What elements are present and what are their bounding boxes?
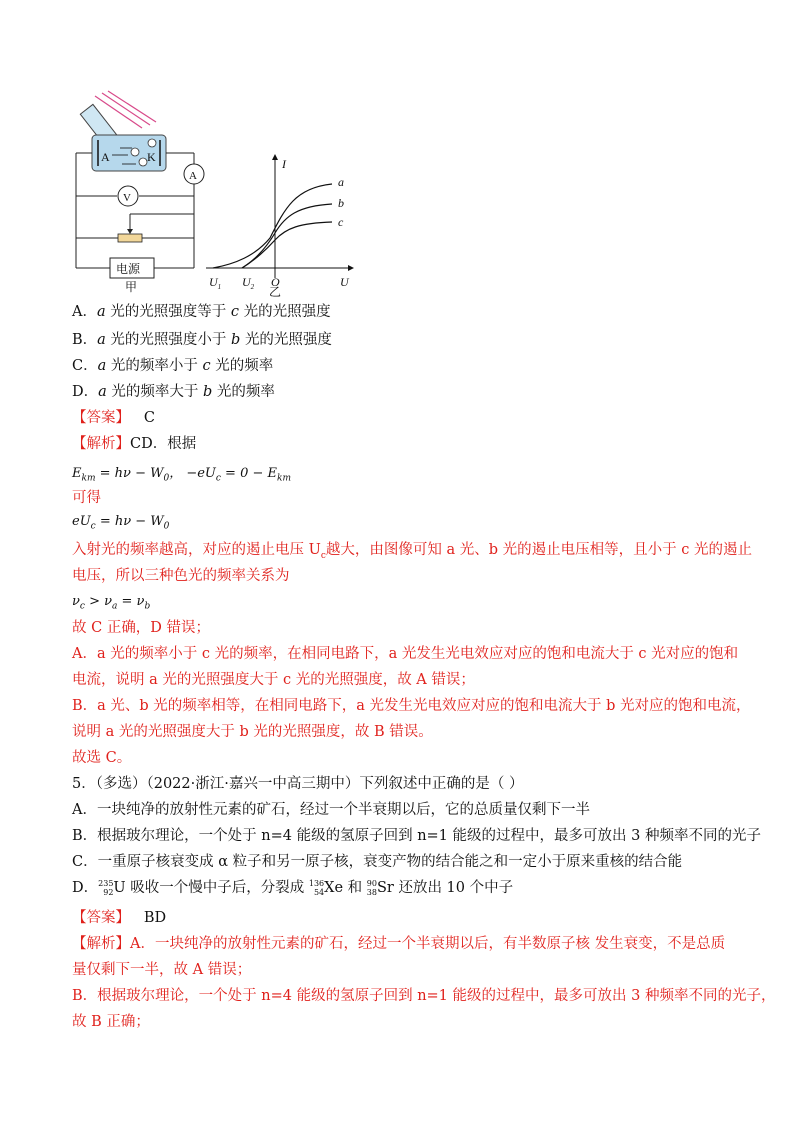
- choose-line: 故选 C。: [72, 750, 132, 766]
- ammeter-label: A: [189, 170, 197, 182]
- q4-reason-line1: 入射光的频率越高，对应的遏止电压 $U_c$越大，由图像可知 a 光、b 光的遏止电压相等，且小于 c 光的遏止: [72, 542, 752, 561]
- q5-analysis-b2: 故 B 正确；: [72, 1014, 150, 1030]
- q5-analysis-a1: 【解析】A．一块纯净的放射性元素的矿石，经过一个半衰期以后，有半数原子核 发生衰变，不是总质: [72, 936, 726, 952]
- q5-option-a: A．一块纯净的放射性元素的矿石，经过一个半衰期以后，它的总质量仅剩下一半: [72, 802, 590, 818]
- reason-b-line2: 说明 a 光的光照强度大于 b 光的光照强度，故 B 错误。: [72, 724, 433, 740]
- source-label: 电源: [116, 262, 141, 276]
- curve-c-label: c: [338, 215, 344, 229]
- iv-graph: [206, 154, 354, 298]
- kede-text: 可得: [72, 490, 101, 506]
- reason-b-line1: B．a 光、b 光的频率相等，在相同电路下，a 光发生光电效应对应的饱和电流大于 b 光对应的饱和电流，: [72, 698, 751, 714]
- reason-a-line2: 电流，说明 a 光的光照强度大于 c 光的光照强度，故 A 错误；: [72, 672, 475, 688]
- formula-frequency: $\nu_c > \nu_a = \nu_b$: [72, 594, 151, 612]
- formula-photoelectric: $E_{km} = h\nu - W_0$， $-eU_c = 0 - E_{km}$: [72, 466, 291, 484]
- curve-b-label: b: [338, 196, 344, 210]
- q5-analysis-a2: 量仅剩下一半，故 A 错误；: [72, 962, 252, 978]
- q5-option-d: D．235 92U 吸收一个慢中子后，分裂成 136 54Xe 和 90 38Sr 还放出 10 个中子: [72, 879, 514, 897]
- q5-option-c: C．一重原子核衰变成 α 粒子和另一原子核，衰变产物的结合能之和一定小于原来重核的结合能: [72, 854, 683, 870]
- electrode-k-label: K: [147, 150, 156, 164]
- q4-option-a: A．a 光的光照强度等于 c 光的光照强度: [72, 304, 331, 320]
- u2-label: $U_2$: [242, 275, 255, 291]
- q5-analysis-b1: B．根据玻尔理论，一个处于 n=4 能级的氢原子回到 n=1 能级的过程中，最多可放出 3 种频率不同的光子，: [72, 988, 776, 1004]
- axis-i-label: I: [282, 157, 286, 171]
- q4-option-b: B．a 光的光照强度小于 b 光的光照强度: [72, 332, 332, 348]
- photoelectric-figure: [70, 88, 360, 298]
- q4-answer: 【答案】 C: [72, 410, 155, 426]
- electrode-a-label: A: [101, 150, 110, 164]
- curve-a-label: a: [338, 175, 344, 189]
- q4-analysis-lead: 【解析】CD．根据: [72, 436, 197, 452]
- q4-reason-line2: 电压，所以三种色光的频率关系为: [72, 568, 290, 584]
- circuit-diagram: [76, 91, 204, 294]
- q5-answer: 【答案】 BD: [72, 910, 167, 926]
- voltmeter-label: V: [123, 192, 131, 204]
- q4-option-d: D．a 光的频率大于 b 光的频率: [72, 384, 275, 400]
- q4-option-c: C．a 光的频率小于 c 光的频率: [72, 358, 274, 374]
- formula-stopping: $eU_c = h\nu - W_0$: [72, 514, 170, 532]
- figure-jia-caption: 甲: [125, 280, 138, 294]
- q5-stem: 5．（多选）（2022·浙江·嘉兴一中高三期中）下列叙述中正确的是（ ）: [72, 776, 524, 792]
- q5-option-b: B．根据玻尔理论，一个处于 n=4 能级的氢原子回到 n=1 能级的过程中，最多可放出 3 种频率不同的光子: [72, 828, 761, 844]
- u1-label: $U_1$: [209, 275, 222, 291]
- axis-u-label: U: [340, 275, 349, 289]
- reason-a-line1: A．a 光的频率小于 c 光的频率，在相同电路下，a 光发生光电效应对应的饱和电流大于 c 光对应的饱和: [72, 646, 739, 662]
- origin-label: O: [271, 275, 280, 289]
- figure-yi-caption: 乙: [269, 285, 282, 298]
- c-correct-line: 故 C 正确，D 错误；: [72, 620, 211, 636]
